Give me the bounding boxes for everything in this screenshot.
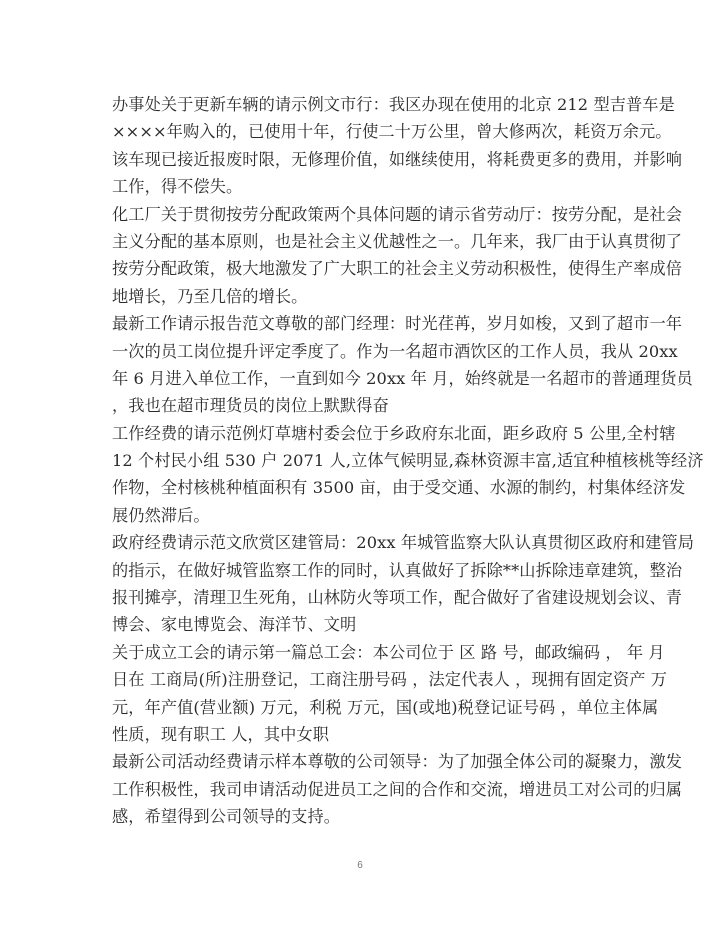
page-number: 6 <box>357 860 363 871</box>
text-line: 关于成立工会的请示第一篇总工会：本公司位于 区 路 号，邮政编码 ， 年 月 <box>112 642 665 662</box>
text-line: ，我也在超市理货员的岗位上默默得奋 <box>112 396 389 416</box>
paragraph-union-establishment-request <box>112 639 668 749</box>
text-line: 最新工作请示报告范文尊敬的部门经理：时光荏苒，岁月如梭，又到了超市一年 <box>112 314 683 334</box>
paragraph-vehicle-replacement-request <box>112 91 683 201</box>
text-line: 年 6 月进入单位工作，一直到如今 20xx 年 月，始终就是一名超市的普通理货员 <box>112 368 693 388</box>
document-body <box>112 91 704 831</box>
text-line: 地增长，乃至几倍的增长。 <box>112 286 308 306</box>
text-line: ××××年购入的，已使用十年，行使二十万公里，曾大修两次，耗资万余元。 <box>112 122 672 142</box>
text-line: 主义分配的基本原则，也是社会主义优越性之一。几年来，我厂由于认真贯彻了 <box>112 231 683 251</box>
text-line: 工作，得不偿失。 <box>112 177 243 197</box>
text-line: 一次的员工岗位提升评定季度了。作为一名超市酒饮区的工作人员，我从 20xx <box>112 341 678 361</box>
text-line: 展仍然滞后。 <box>112 505 210 525</box>
text-line: 工作积极性，我司申请活动促进员工之间的合作和交流，增进员工对公司的归属 <box>112 779 683 799</box>
paragraph-work-report-request <box>112 310 693 420</box>
text-line: 化工厂关于贯彻按劳分配政策两个具体问题的请示省劳动厅：按劳分配，是社会 <box>112 204 683 224</box>
text-line: 工作经费的请示范例灯草塘村委会位于乡政府东北面，距乡政府 5 公里,全村辖 <box>112 423 676 443</box>
text-line: 12 个村民小组 530 户 2071 人,立体气候明显,森林资源丰富,适宜种植核桃等经济 <box>112 451 704 471</box>
paragraph-work-funding-request <box>112 420 704 530</box>
text-line: 该车现已接近报废时限，无修理价值，如继续使用，将耗费更多的费用，并影响 <box>112 149 683 169</box>
text-line: 政府经费请示范文欣赏区建管局：20xx 年城管监察大队认真贯彻区政府和建管局 <box>112 533 694 553</box>
text-line: 的指示，在做好城管监察工作的同时，认真做好了拆除**山拆除违章建筑，整治 <box>112 560 683 580</box>
text-line: 日在 工商局(所)注册登记，工商注册号码 ，法定代表人 ，现拥有固定资产 万 <box>112 670 668 690</box>
text-line: 元，年产值(营业额) 万元，利税 万元，国(或地)税登记证号码 ，单位主体属 <box>112 697 659 717</box>
paragraph-company-activity-funding-request <box>112 748 683 830</box>
paragraph-government-funding-request <box>112 529 694 639</box>
text-line: 性质，现有职工 人，其中女职 <box>112 724 329 744</box>
text-line: 作物，全村核桃种植面积有 3500 亩，由于受交通、水源的制约，村集体经济发 <box>112 478 686 498</box>
text-line: 最新公司活动经费请示样本尊敬的公司领导：为了加强全体公司的凝聚力，激发 <box>112 752 683 772</box>
text-line: 办事处关于更新车辆的请示例文市行：我区办现在使用的北京 212 型吉普车是 <box>112 95 675 114</box>
text-line: 按劳分配政策，极大地激发了广大职工的社会主义劳动积极性，使得生产率成倍 <box>112 259 683 279</box>
paragraph-labor-distribution-request <box>112 201 683 311</box>
text-line: 感，希望得到公司领导的支持。 <box>112 807 341 827</box>
text-line: 报刊摊亭，清理卫生死角，山林防火等项工作，配合做好了省建设规划会议、青 <box>112 588 683 608</box>
text-line: 博会、家电博览会、海洋节、文明 <box>112 615 357 635</box>
